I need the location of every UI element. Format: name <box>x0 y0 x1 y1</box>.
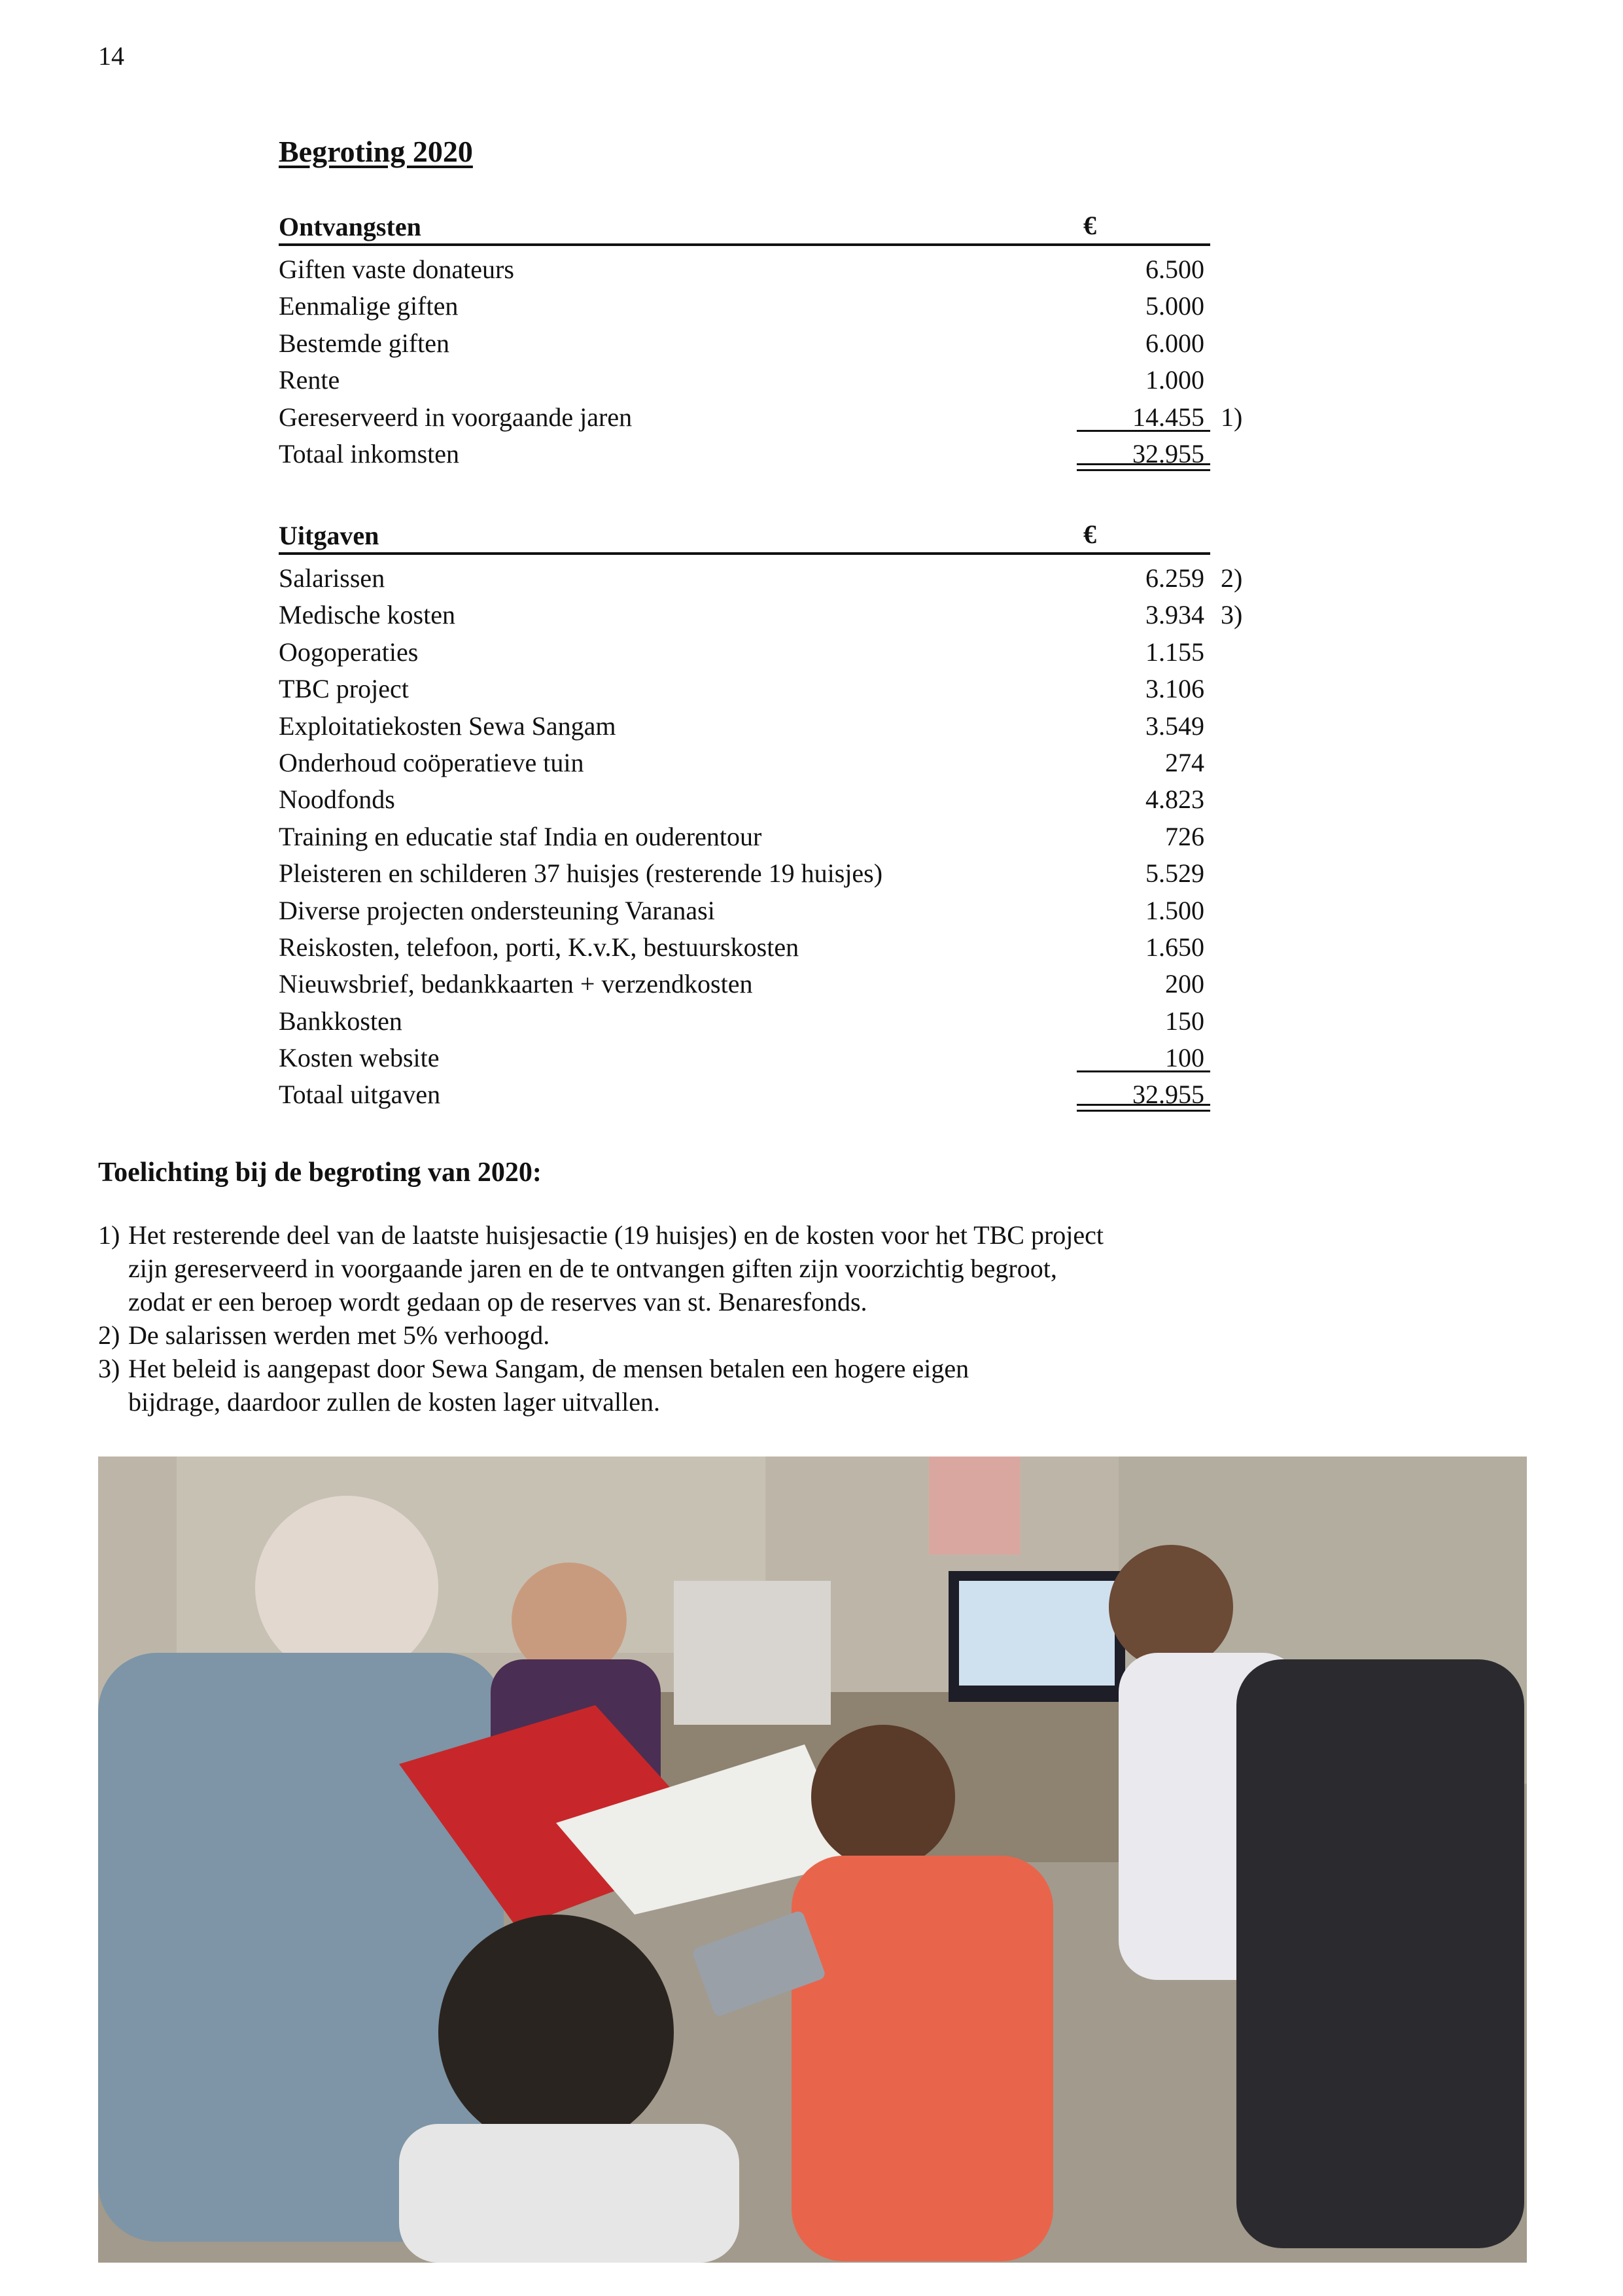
explanation-notes <box>98 1218 1537 1419</box>
income-row-amount: 6.500 <box>1145 255 1204 284</box>
expense-total-row <box>279 1071 1210 1112</box>
expense-header-row <box>279 516 1210 555</box>
income-row-amount: 1.000 <box>1145 365 1204 395</box>
expense-row <box>279 887 1210 924</box>
income-row <box>279 394 1243 432</box>
expense-row-amount: 5.529 <box>1145 858 1204 889</box>
expense-row-label: Kosten website <box>279 1043 440 1073</box>
expense-row-label: Bankkosten <box>279 1006 402 1036</box>
note-number: 2) <box>98 1320 120 1350</box>
expense-row <box>279 592 1243 630</box>
expense-row-label: Reiskosten, telefoon, porti, K.v.K, bestuurskosten <box>279 932 799 962</box>
expense-row-amount: 1.650 <box>1145 932 1204 962</box>
income-row-amount: 6.000 <box>1145 328 1204 358</box>
expense-row <box>279 665 1210 702</box>
expense-row <box>279 555 1243 593</box>
income-row <box>279 283 1210 319</box>
income-row-label: Gereserveerd in voorgaande jaren <box>279 402 633 432</box>
expense-row <box>279 703 1210 739</box>
expense-row-amount: 3.934 <box>1145 600 1204 630</box>
office-meeting-photo <box>98 1457 1527 2263</box>
expense-row-label: Training en educatie staf India en ouderentour <box>279 821 762 851</box>
expense-total-amount: 32.955 <box>1132 1080 1204 1110</box>
income-row-amount: 14.455 <box>1132 402 1204 432</box>
income-row-label: Rente <box>279 365 340 395</box>
note-text: Het resterende deel van de laatste huisjesactie (19 huisjes) en de kosten voor het TBC project <box>128 1220 1104 1250</box>
note-text: De salarissen werden met 5% verhoogd. <box>128 1320 550 1350</box>
expense-row <box>279 850 1210 887</box>
income-row-note: 1) <box>1221 402 1243 432</box>
income-row <box>279 320 1210 357</box>
expense-row <box>279 776 1210 813</box>
expense-row <box>279 739 1210 776</box>
expense-row-amount: 200 <box>1165 969 1204 999</box>
income-header: Ontvangsten <box>279 212 421 241</box>
explanation-note <box>98 1352 1537 1419</box>
income-header-row <box>279 207 1210 246</box>
income-total-row <box>279 431 1210 471</box>
income-row <box>279 357 1210 393</box>
expense-row-label: TBC project <box>279 674 409 704</box>
note-number: 1) <box>98 1220 120 1250</box>
expense-row <box>279 998 1210 1034</box>
note-number: 3) <box>98 1354 120 1383</box>
note-line: zijn gereserveerd in voorgaande jaren en de te ontvangen giften zijn voorzichtig begroot, <box>128 1254 1057 1283</box>
income-row <box>279 246 1210 283</box>
expense-row <box>279 1034 1210 1071</box>
expense-row <box>279 961 1210 997</box>
expense-row-amount: 4.823 <box>1145 785 1204 815</box>
expense-row-label: Exploitatiekosten Sewa Sangam <box>279 711 616 741</box>
expense-row-note: 2) <box>1221 563 1243 593</box>
note-line <box>98 1352 1537 1385</box>
expense-row-amount: 6.259 <box>1145 563 1204 593</box>
double-underline <box>1077 1104 1210 1112</box>
expense-rows <box>279 555 1243 1073</box>
expense-row-amount: 726 <box>1165 821 1204 851</box>
income-row-label: Giften vaste donateurs <box>279 255 514 284</box>
income-total-label: Totaal inkomsten <box>279 438 460 468</box>
expense-row-amount: 100 <box>1165 1043 1204 1073</box>
note-line <box>98 1218 1537 1252</box>
expense-row-label: Noodfonds <box>279 785 395 815</box>
expense-header: Uitgaven <box>279 521 379 550</box>
income-total-amount: 32.955 <box>1132 438 1204 468</box>
explanation-title: Toelichting bij de begroting van 2020: <box>98 1157 542 1188</box>
expense-row-amount: 1.500 <box>1145 895 1204 925</box>
page-title: Begroting 2020 <box>279 135 473 168</box>
expense-row-amount: 3.549 <box>1145 711 1204 741</box>
photo-illustration <box>98 1457 1527 2263</box>
expense-row-label: Salarissen <box>279 563 385 593</box>
expense-total-label: Totaal uitgaven <box>279 1080 441 1110</box>
expense-currency: € <box>1083 520 1096 549</box>
expense-row <box>279 924 1210 961</box>
expense-row-label: Pleisteren en schilderen 37 huisjes (resterende 19 huisjes) <box>279 858 883 889</box>
expense-row <box>279 813 1210 850</box>
expense-row <box>279 629 1210 665</box>
explanation-note <box>98 1218 1537 1318</box>
income-rows <box>279 246 1243 432</box>
note-line: bijdrage, daardoor zullen de kosten lager uitvallen. <box>128 1387 661 1417</box>
expense-row-amount: 3.106 <box>1145 674 1204 704</box>
expense-row-label: Oogoperaties <box>279 637 419 667</box>
note-text: Het beleid is aangepast door Sewa Sangam, de mensen betalen een hogere eigen <box>128 1354 969 1383</box>
income-row-label: Eenmalige giften <box>279 291 459 321</box>
expense-row-amount: 274 <box>1165 747 1204 777</box>
double-underline <box>1077 463 1210 471</box>
expense-row-label: Nieuwsbrief, bedankkaarten + verzendkosten <box>279 969 753 999</box>
expense-row-label: Onderhoud coöperatieve tuin <box>279 747 584 777</box>
expense-row-label: Diverse projecten ondersteuning Varanasi <box>279 895 715 925</box>
income-row-label: Bestemde giften <box>279 328 450 358</box>
income-row-amount: 5.000 <box>1145 291 1204 321</box>
note-line: zodat er een beroep wordt gedaan op de reserves van st. Benaresfonds. <box>128 1287 867 1316</box>
explanation-note <box>98 1318 1537 1352</box>
page-number: 14 <box>98 41 124 71</box>
expense-row-amount: 1.155 <box>1145 637 1204 667</box>
income-currency: € <box>1083 211 1096 240</box>
expense-table <box>279 516 1243 1112</box>
income-table <box>279 207 1243 471</box>
expense-row-label: Medische kosten <box>279 600 455 630</box>
expense-row-amount: 150 <box>1165 1006 1204 1036</box>
expense-row-note: 3) <box>1221 600 1243 630</box>
note-line <box>98 1318 1537 1352</box>
